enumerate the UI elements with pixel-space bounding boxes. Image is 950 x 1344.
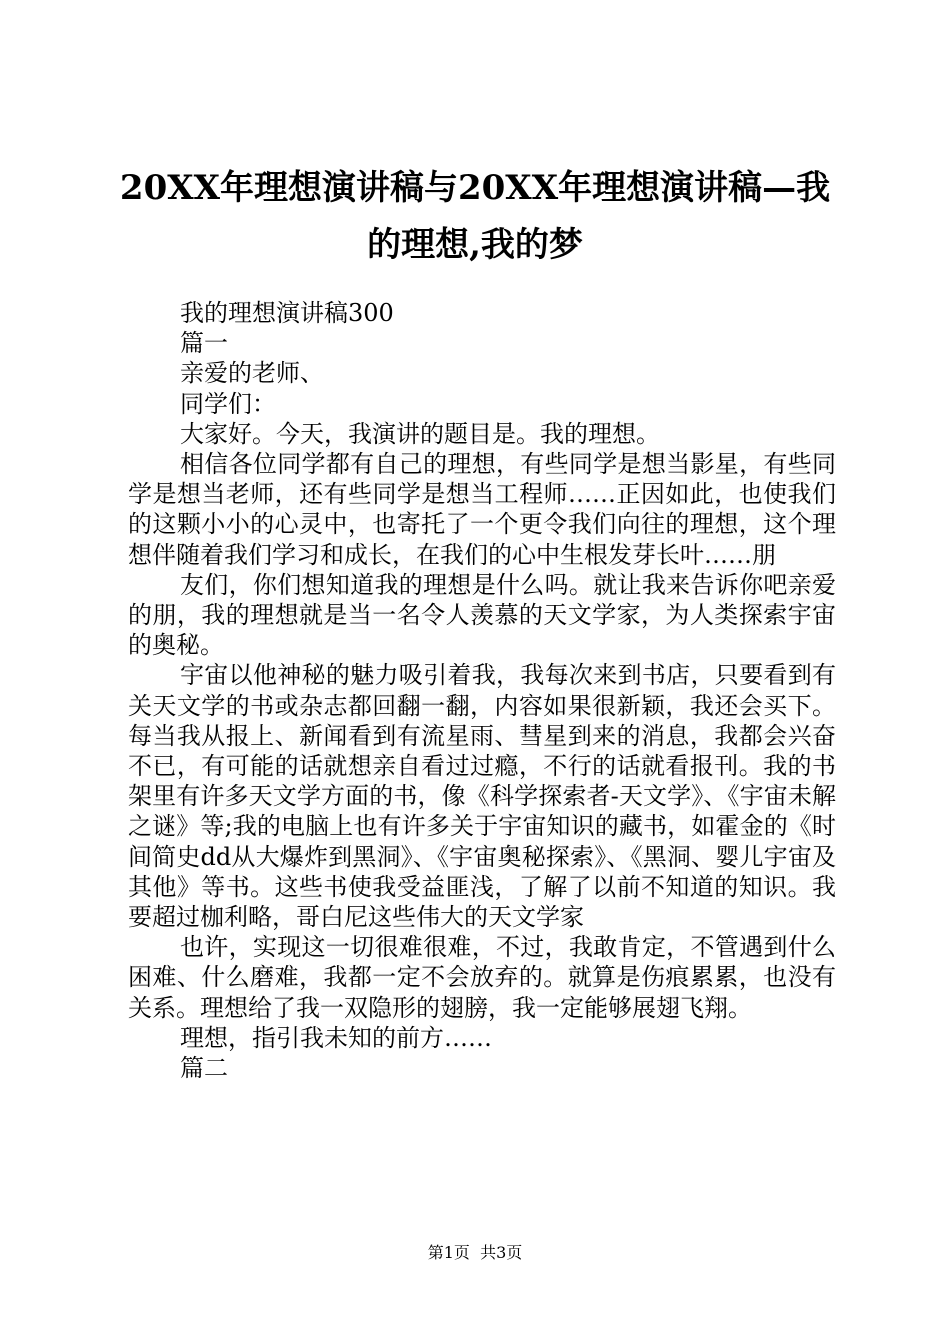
title-line-2: 的理想,我的梦 [367, 225, 583, 265]
paragraph-subtitle: 我的理想演讲稿300 [180, 299, 394, 327]
paragraph-body: 友们，你们想知道我的理想是什么吗。就让我来告诉你吧亲爱的朋，我的理想就是当一名令人羡慕的天文学家，为人类探索宇宙的奥秘。 [128, 570, 836, 660]
document-title [110, 160, 840, 274]
document-body [128, 298, 836, 1083]
paragraph-salutation-2: 同学们： [180, 389, 276, 418]
paragraph-body: 宇宙以他神秘的魅力吸引着我，我每次来到书店，只要看到有关天文学的书或杂志都回翻一翻，内容如果很新颖，我还会买下。每当我从报上、新闻看到有流星雨、彗星到来的消息，我都会兴奋不已，有可能的话就想亲自看过过瘾，不行的话就看报刊。我的书架里有许多天文学方面的书，像《科学探索者-天文学》、《宇宙未解之谜》等;我的电脑上也有许多关于宇宙知识的藏书，如霍金的《时间简史dd从大爆炸到黑洞》、《宇宙奥秘探索》、《黑洞、婴儿宇宙及其他》等书。这些书使我受益匪浅，了解了以前不知道的知识。我要超过枷利略，哥白尼这些伟大的天文学家 [128, 661, 836, 932]
paragraph-closing: 理想，指引我未知的前方…… [180, 1023, 492, 1052]
paragraph-body: 相信各位同学都有自己的理想，有些同学是想当影星，有些同学是想当老师，还有些同学是想当工程师……正因如此，也使我们的这颗小小的心灵中，也寄托了一个更令我们向往的理想，这个理想伴随着我们学习和成长，在我们的心中生根发芽长叶……朋 [128, 450, 836, 569]
paragraph-section-2: 篇二 [180, 1054, 228, 1083]
title-line-1: 20XX年理想演讲稿与20XX年理想演讲稿—我 [119, 168, 831, 208]
paragraph-section-1: 篇一 [180, 329, 228, 358]
paragraph-body: 也许，实现这一切很难很难，不过，我敢肯定，不管遇到什么困难、什么磨难，我都一定不会放弃的。就算是伤痕累累，也没有关系。理想给了我一双隐形的翅膀，我一定能够展翅飞翔。 [128, 933, 836, 1022]
page-footer: 第1页 共3页 [427, 1243, 523, 1262]
paragraph-greeting: 大家好。今天，我演讲的题目是。我的理想。 [180, 419, 660, 448]
paragraph-salutation-1: 亲爱的老师、 [180, 359, 324, 388]
